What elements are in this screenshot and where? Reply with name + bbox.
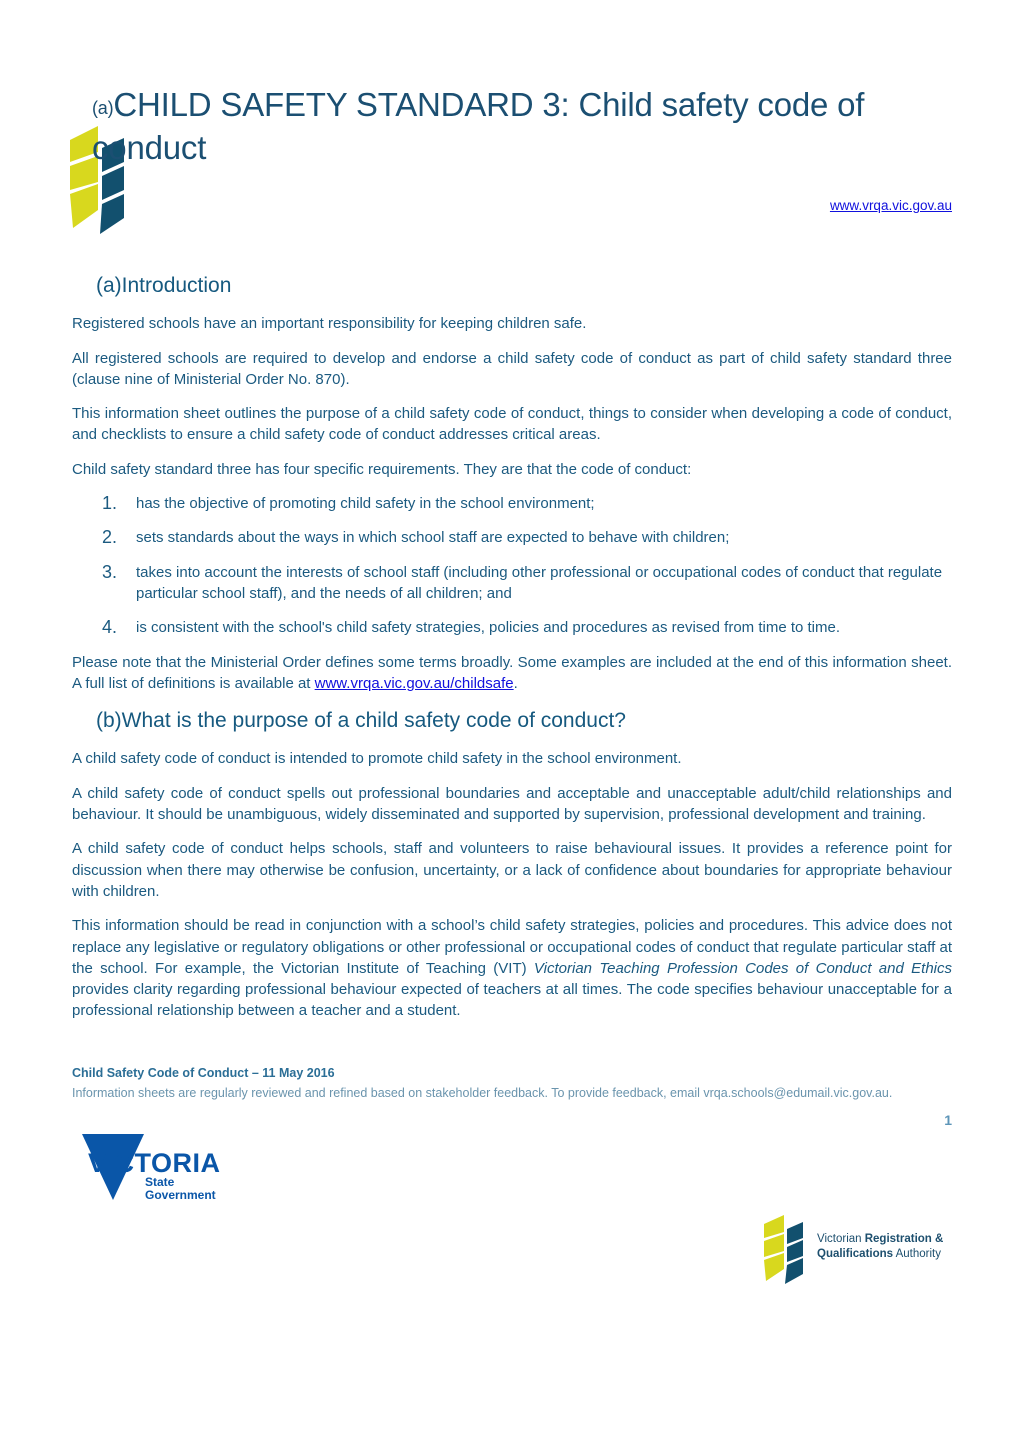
list-item-number: 1. <box>102 493 118 514</box>
list-item <box>72 493 952 514</box>
intro-paragraph-4: Child safety standard three has four specific requirements. They are that the code of conduct: <box>72 460 692 478</box>
intro-paragraph-2: All registered schools are required to develop and endorse a child safety code of conduct as part of child safety standard three (clause nine of Ministerial Order No. 870). <box>72 349 952 388</box>
section-heading-introduction <box>72 272 952 299</box>
svg-text:State: State <box>145 1175 175 1189</box>
vrqa-wordmark-authority: Authority <box>893 1247 941 1260</box>
purpose-paragraph-2: A child safety code of conduct spells out professional boundaries and acceptable and unacceptable adult/child relationships and behaviour. It should be unambiguous, widely disseminated and supported by supervision, professional development and training. <box>72 784 952 824</box>
list-item-text: takes into account the interests of school staff (including other professional or occupational codes of conduct that regulate particular school staff), and the needs of all children; and <box>136 563 943 602</box>
purpose-final-part2: provides clarity regarding professional behaviour expected of teachers at all times. The code specifies behaviour unacceptable for a professional relationship between a teacher and a student. <box>72 981 952 1020</box>
list-item-text: sets standards about the ways in which school staff are expected to behave with children; <box>136 529 730 547</box>
vrqa-logo-mark-icon <box>762 1212 808 1284</box>
document-footer <box>72 1066 952 1128</box>
page-title-text: CHILD SAFETY STANDARD 3: Child safety code of conduct <box>92 86 865 166</box>
header-website-link[interactable]: www.vrqa.vic.gov.au <box>829 198 952 213</box>
list-item <box>72 617 952 638</box>
vrqa-wordmark-line-2 <box>817 1247 943 1262</box>
section-b-heading-text: What is the purpose of a child safety code of conduct? <box>121 709 626 733</box>
vit-code-title: Victorian Teaching Profession Codes of Conduct and Ethics <box>533 959 952 977</box>
purpose-paragraph-3: A child safety code of conduct helps schools, staff and volunteers to raise behavioural issues. It provides a reference point for discussion when there may otherwise be confusion, uncertainty, or a lack of confidence about boundaries for appropriate behaviour with children. <box>72 840 952 900</box>
list-item-number: 2. <box>102 527 118 548</box>
page-title <box>92 84 972 169</box>
vrqa-wordmark-victorian: Victorian <box>817 1233 865 1245</box>
purpose-final-part1: This information should be read in conjunction with a school’s child safety strategies, policies and procedures. This advice does not replace any legislative or regulatory obligations or other professional or occupational codes of conduct that regulate particular staff at the school. For example, the Victorian Institute of Teaching (VIT) <box>72 917 952 977</box>
footer-note: Information sheets are regularly reviewed and refined based on stakeholder feedback. To provide feedback, email vrqa.schools@edumail.vic.gov.au. <box>72 1086 893 1100</box>
list-item <box>72 562 952 605</box>
purpose-paragraph-1: A child safety code of conduct is intended to promote child safety in the school environment. <box>72 750 682 768</box>
document-content <box>72 272 952 1035</box>
intro-paragraph-1: Registered schools have an important responsibility for keeping children safe. <box>72 315 587 333</box>
page-number: 1 <box>944 1112 952 1128</box>
intro-closing-text-after: . <box>513 674 518 692</box>
section-a-heading-text: Introduction <box>121 274 232 297</box>
vrqa-logo-wordmark <box>817 1232 943 1261</box>
section-b-sequence: (b) <box>96 709 122 733</box>
victoria-state-government-logo-icon <box>70 1130 270 1208</box>
svg-text:VICTORIA: VICTORIA <box>88 1148 221 1178</box>
page-title-block <box>92 84 972 169</box>
page-title-sequence: (a) <box>92 98 114 118</box>
list-item-text: has the objective of promoting child safety in the school environment; <box>136 495 595 513</box>
intro-closing-text-before: Please note that the Ministerial Order defines some terms broadly. Some examples are included at the end of this information sheet. A full list of definitions is available at <box>72 653 952 692</box>
intro-closing-paragraph <box>72 652 952 695</box>
vrqa-wordmark-line-1 <box>817 1232 943 1247</box>
list-item-text: is consistent with the school's child safety strategies, policies and procedures as revised from time to time. <box>136 619 841 637</box>
section-heading-purpose <box>72 707 952 734</box>
document-header <box>0 0 1020 250</box>
list-item <box>72 527 952 548</box>
vrqa-wordmark-qualifications: Qualifications <box>817 1247 894 1260</box>
childsafe-link[interactable]: www.vrqa.vic.gov.au/childsafe <box>314 674 514 692</box>
list-item-number: 3. <box>102 561 118 582</box>
footer-title: Child Safety Code of Conduct – 11 May 2016 <box>72 1066 335 1080</box>
header-website-link-wrap <box>830 197 952 215</box>
svg-text:Government: Government <box>145 1188 216 1202</box>
purpose-final-paragraph <box>72 915 952 1021</box>
section-a-sequence: (a) <box>96 274 122 297</box>
vrqa-footer-logo <box>762 1212 982 1288</box>
vrqa-wordmark-registration: Registration & <box>864 1233 944 1245</box>
list-item-number: 4. <box>102 617 118 638</box>
requirements-list <box>72 493 952 638</box>
intro-paragraph-3: This information sheet outlines the purpose of a child safety code of conduct, things to consider when developing a code of conduct, and checklists to ensure a child safety code of conduct addresses critical areas. <box>72 405 952 444</box>
